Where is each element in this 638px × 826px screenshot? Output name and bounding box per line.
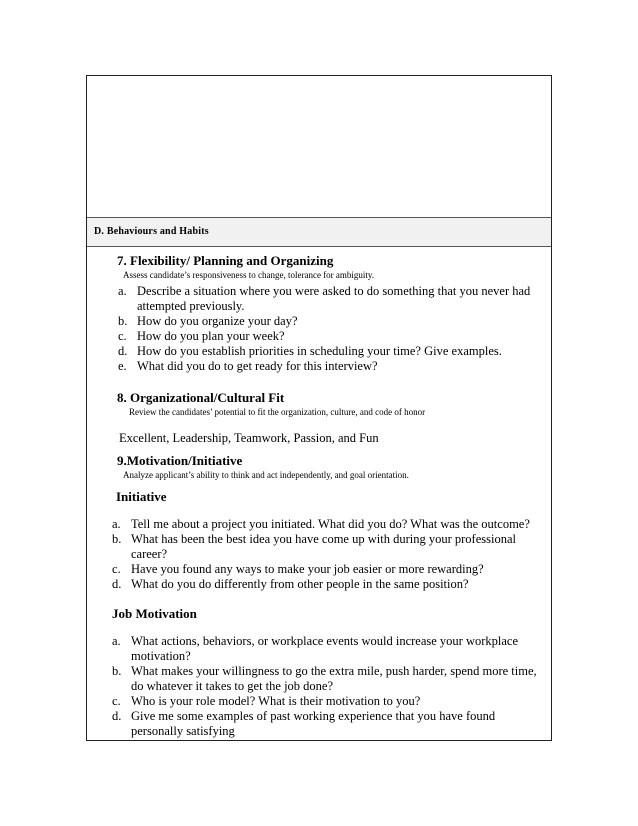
flexibility-questions — [117, 284, 543, 374]
initiative-block — [111, 489, 543, 592]
list-item: d. What do you do differently from other people in the same position? — [112, 577, 469, 591]
job-motivation-questions — [111, 634, 543, 739]
job-motivation-title: Job Motivation — [112, 606, 197, 621]
section-header: D. Behaviours and Habits — [87, 217, 551, 247]
list-item: d. Give me some examples of past working experience that you have found personally satisfying — [112, 709, 496, 738]
list-item: b. How do you organize your day? — [118, 314, 298, 328]
flexibility-description: Assess candidate’s responsiveness to change, tolerance for ambiguity. — [123, 270, 375, 280]
list-item: e. What did you do to get ready for this interview? — [118, 359, 378, 373]
list-item: d. How do you establish priorities in scheduling your time? Give examples. — [118, 344, 502, 358]
list-item: b. What makes your willingness to go the extra mile, push harder, spend more time, do whatever it takes to get the job done? — [112, 664, 537, 693]
company-values: Excellent, Leadership, Teamwork, Passion, and Fun — [119, 431, 379, 445]
motivation-heading: 9.Motivation/Initiative — [117, 453, 243, 468]
list-item: c. How do you plan your week? — [118, 329, 285, 343]
motivation-description: Analyze applicant’s ability to think and act independently, and goal orientation. — [123, 470, 409, 480]
job-motivation-block — [111, 606, 543, 739]
list-item: a. What actions, behaviors, or workplace events would increase your workplace motivation? — [112, 634, 519, 663]
flexibility-block — [111, 253, 543, 374]
initiative-title: Initiative — [116, 489, 167, 504]
list-item: c. Have you found any ways to make your job easier or more rewarding? — [112, 562, 484, 576]
flexibility-heading: 7. Flexibility/ Planning and Organizing — [117, 253, 334, 268]
cultural-fit-block — [111, 390, 543, 446]
list-item: c. Who is your role model? What is their motivation to you? — [112, 694, 421, 708]
cultural-fit-description: Review the candidates’ potential to fit the organization, culture, and code of honor — [129, 407, 426, 417]
list-item: a. Tell me about a project you initiated. What did you do? What was the outcome? — [112, 517, 530, 531]
initiative-questions — [111, 517, 543, 592]
motivation-block — [111, 453, 543, 481]
blank-cell — [87, 76, 551, 217]
section-content — [87, 247, 551, 739]
cultural-fit-heading: 8. Organizational/Cultural Fit — [117, 390, 285, 405]
list-item: b. What has been the best idea you have come up with during your professional career? — [112, 532, 516, 561]
document-table — [86, 75, 552, 741]
list-item: a. Describe a situation where you were asked to do something that you never had attempted previously. — [118, 284, 531, 313]
